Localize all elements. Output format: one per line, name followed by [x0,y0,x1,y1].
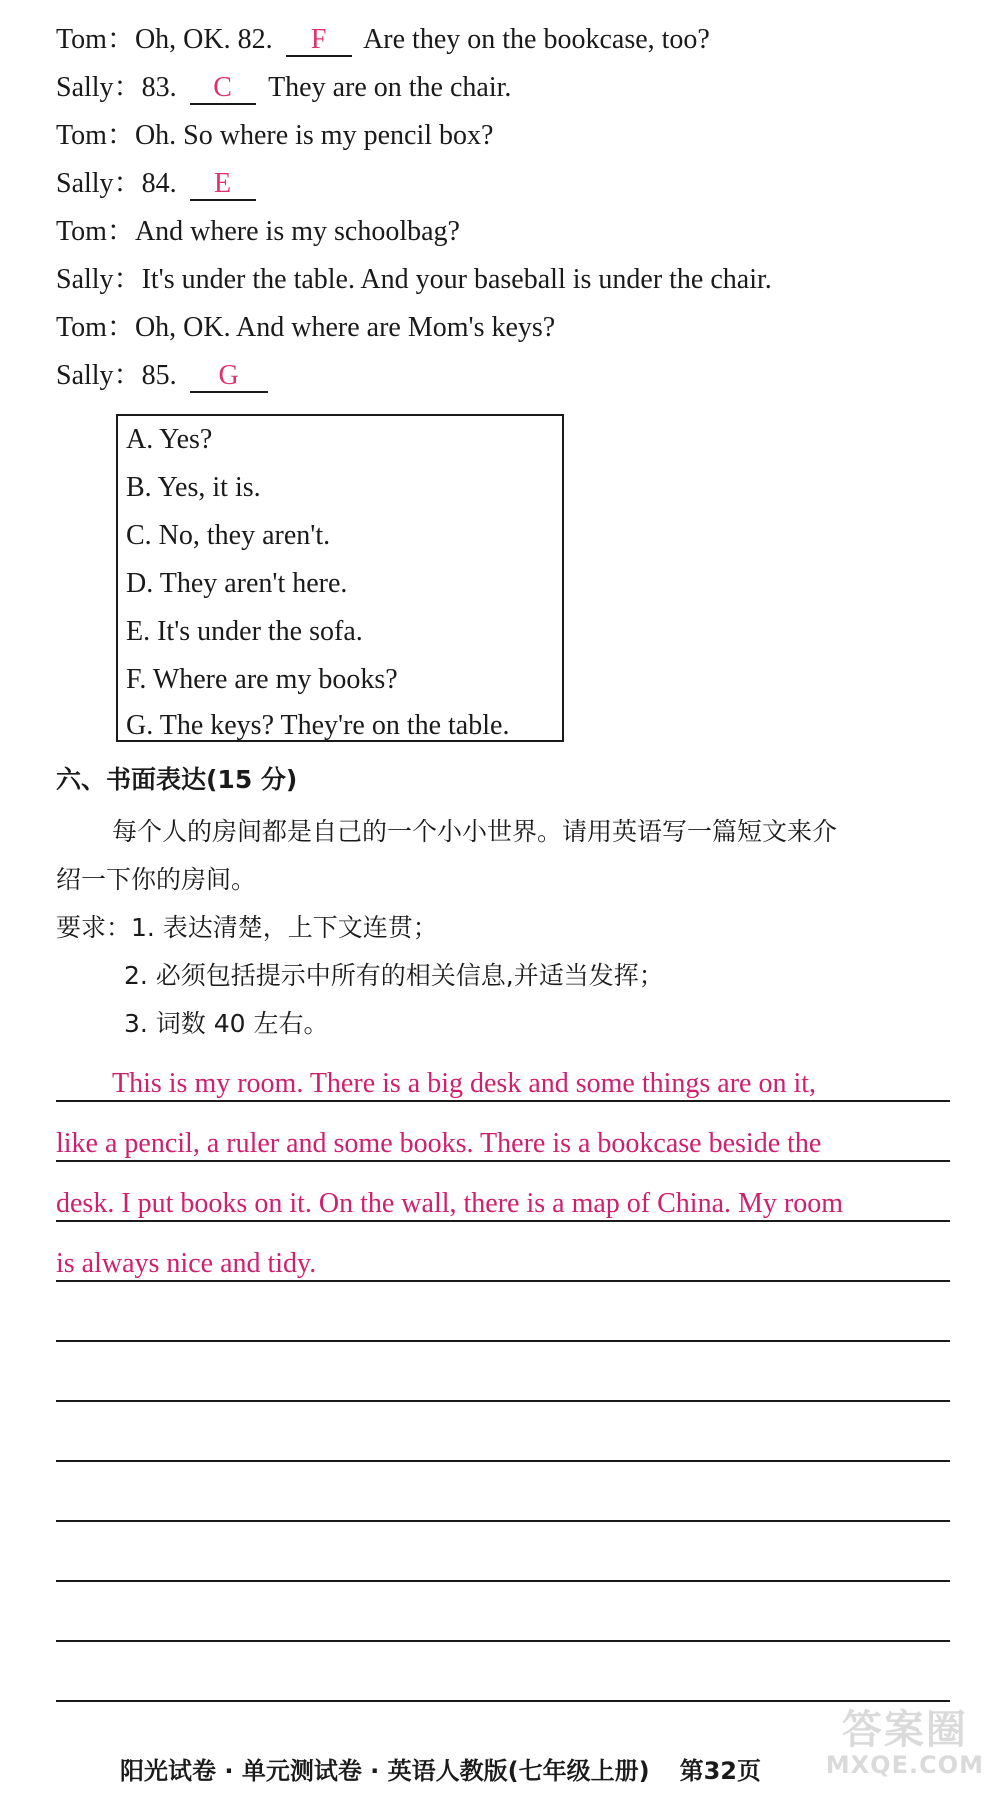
option-c: C. No, they aren't. [126,520,331,551]
dialogue-text: They are on the chair. [268,72,512,103]
speaker: Sally： [56,168,142,199]
dialogue-text: It's under the table. And your baseball is under the chair. [141,264,772,295]
watermark-top: 答案圈 [841,1707,968,1753]
essay-line-1: This is my room. There is a big desk and some things are on it, [112,1068,817,1099]
speaker: Tom： [56,120,135,151]
speaker: Sally： [56,360,142,391]
dialogue-line-4 [56,166,262,202]
option-e: E. It's under the sofa. [126,616,363,647]
writing-line-7 [56,1460,950,1462]
writing-line-3 [56,1220,950,1222]
dialogue-text: And where is my schoolbag? [134,216,460,247]
dialogue-line-1 [56,22,710,58]
answer-blank-82[interactable]: F [286,25,352,57]
answer-blank-84[interactable]: E [190,169,256,201]
option-f: F. Where are my books? [126,664,398,695]
dialogue-text: Oh, OK. And where are Mom's keys? [134,312,556,343]
dialogue-line-7 [56,310,555,346]
writing-line-8 [56,1520,950,1522]
dialogue-text: Are they on the bookcase, too? [363,24,710,55]
writing-line-9 [56,1580,950,1582]
dialogue-line-2 [56,70,511,106]
essay-line-2: like a pencil, a ruler and some books. There is a bookcase beside the [56,1128,822,1159]
option-b: B. Yes, it is. [126,472,261,503]
page-number: 第32页 [679,1757,761,1785]
requirement-2: 2. 必须包括提示中所有的相关信息,并适当发挥； [124,961,664,990]
option-g: G. The keys? They're on the table. [126,710,510,741]
dialogue-text: Oh, OK. 82. [134,24,280,55]
prompt-line-2: 绍一下你的房间。 [56,865,257,894]
watermark-logo [826,1708,984,1778]
dialogue-text: 84. [141,168,184,199]
dialogue-line-3 [56,118,493,154]
writing-line-6 [56,1400,950,1402]
page-footer [120,1754,761,1788]
speaker: Tom： [56,312,135,343]
essay-line-4: is always nice and tidy. [56,1248,317,1279]
prompt-line-1: 每个人的房间都是自己的一个小小世界。请用英语写一篇短文来介 [112,817,838,846]
watermark-bottom: MXQE.COM [825,1751,984,1779]
option-a: A. Yes? [126,424,213,455]
dialogue-line-8 [56,358,274,394]
requirement-3: 3. 词数 40 左右。 [124,1009,329,1038]
footer-title: 阳光试卷 · 单元测试卷 · 英语人教版(七年级上册) [120,1757,650,1785]
dialogue-line-5 [56,214,460,250]
options-box [116,414,564,742]
dialogue-line-6 [56,262,772,298]
dialogue-text: 83. [141,72,184,103]
writing-line-1 [56,1100,950,1102]
speaker: Sally： [56,72,142,103]
writing-line-5 [56,1340,950,1342]
speaker: Sally： [56,264,142,295]
speaker: Tom： [56,24,135,55]
writing-line-2 [56,1160,950,1162]
writing-line-10 [56,1640,950,1642]
requirement-1: 要求：1. 表达清楚，上下文连贯； [56,913,438,942]
section-title: 六、书面表达(15 分) [56,765,298,794]
writing-line-11 [56,1700,950,1702]
answer-blank-83[interactable]: C [190,73,256,105]
dialogue-text: Oh. So where is my pencil box? [134,120,494,151]
essay-line-3: desk. I put books on it. On the wall, there is a map of China. My room [56,1188,843,1219]
writing-line-4 [56,1280,950,1282]
dialogue-text: 85. [141,360,184,391]
answer-blank-85[interactable]: G [190,361,268,393]
option-d: D. They aren't here. [126,568,348,599]
speaker: Tom： [56,216,135,247]
